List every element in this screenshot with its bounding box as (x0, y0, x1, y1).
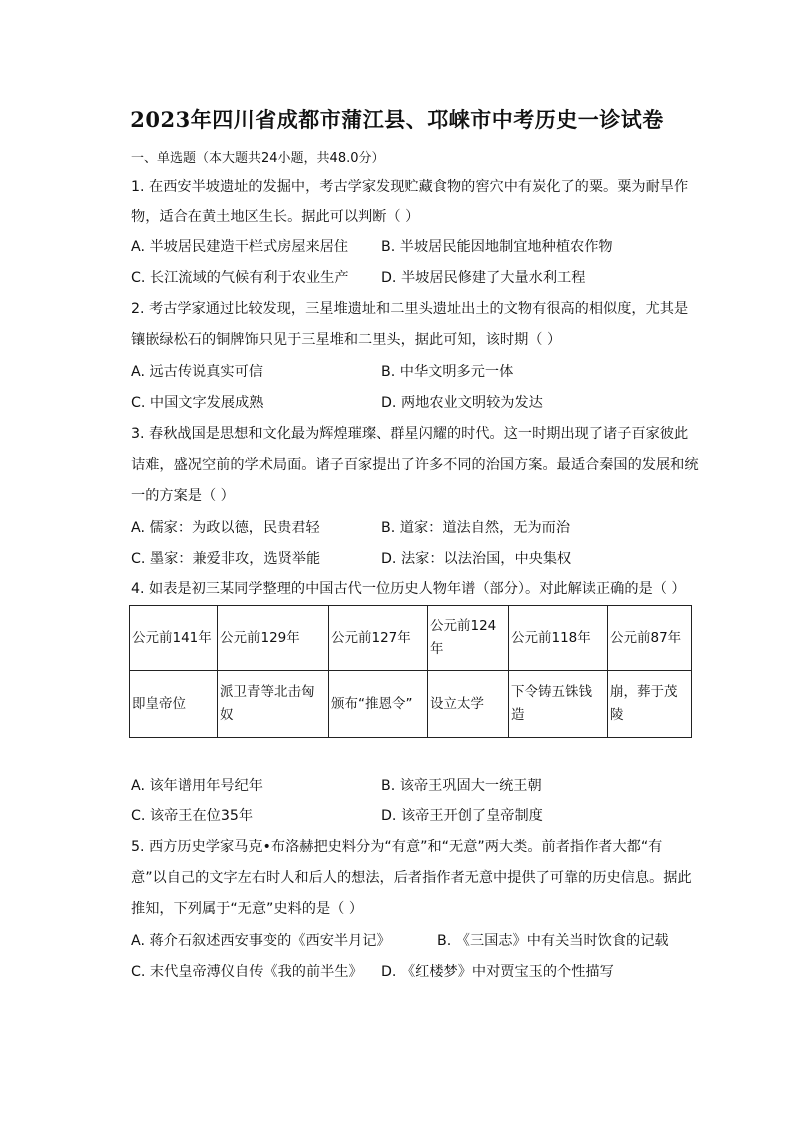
q2-option-d[interactable]: D. 两地农业文明较为发达 (381, 395, 543, 411)
table-cell: 公元前127年 (329, 606, 428, 671)
table-cell: 即皇帝位 (130, 671, 218, 738)
exam-title: 2023年四川省成都市蒲江县、邛崃市中考历史一诊试卷 (130, 107, 664, 132)
q3-option-d[interactable]: D. 法家：以法治国，中央集权 (381, 551, 572, 567)
q2-stem-line1: 2. 考古学家通过比较发现，三星堆遗址和二里头遗址出土的文物有很高的相似度，尤其是 (131, 301, 689, 317)
table-cell: 公元前124年 (428, 606, 509, 671)
q1-option-a[interactable]: A. 半坡居民建造干栏式房屋来居住 (131, 239, 349, 255)
q1-stem-line1: 1. 在西安半坡遗址的发掘中，考古学家发现贮藏食物的窖穴中有炭化了的粟。粟为耐旱作 (131, 179, 689, 195)
q2-stem-line2: 镶嵌绿松石的铜牌饰只见于三星堆和二里头，据此可知，该时期（ ） (131, 332, 562, 348)
section-heading: 一、单选题（本大题共24小题，共48.0分） (131, 151, 385, 166)
q5-option-d[interactable]: D. 《红楼梦》中对贾宝玉的个性描写 (381, 964, 614, 980)
table-row-events (130, 671, 692, 738)
q3-option-b[interactable]: B. 道家：道法自然，无为而治 (381, 520, 571, 536)
q3-stem-line3: 一的方案是（ ） (131, 488, 235, 504)
table-cell: 公元前118年 (509, 606, 608, 671)
table-cell: 公元前87年 (608, 606, 692, 671)
table-cell: 派卫青等北击匈奴 (218, 671, 329, 738)
q5-stem-line3: 推知，下列属于“无意”史料的是（ ） (131, 901, 364, 917)
table-row-years (130, 606, 692, 671)
table-cell: 公元前141年 (130, 606, 218, 671)
table-cell: 设立太学 (428, 671, 509, 738)
q4-option-c[interactable]: C. 该帝王在位35年 (131, 808, 254, 824)
q3-option-a[interactable]: A. 儒家：为政以德，民贵君轻 (131, 520, 320, 536)
q3-stem-line1: 3. 春秋战国是思想和文化最为辉煌璀璨、群星闪耀的时代。这一时期出现了诸子百家彼此 (131, 426, 689, 442)
table-cell: 公元前129年 (218, 606, 329, 671)
q5-stem-line2: 意”以自己的文字左右时人和后人的想法，后者指作者无意中提供了可靠的历史信息。据此 (131, 870, 692, 886)
q2-option-c[interactable]: C. 中国文字发展成熟 (131, 395, 264, 411)
q4-option-d[interactable]: D. 该帝王开创了皇帝制度 (381, 808, 543, 824)
q2-option-b[interactable]: B. 中华文明多元一体 (381, 364, 514, 380)
table-cell: 下令铸五铢钱造 (509, 671, 608, 738)
table-cell: 颁布“推恩令” (329, 671, 428, 738)
q1-option-d[interactable]: D. 半坡居民修建了大量水利工程 (381, 270, 586, 286)
q3-stem-line2: 诘难，盛况空前的学术局面。诸子百家提出了许多不同的治国方案。最适合秦国的发展和统 (131, 457, 699, 473)
q1-option-c[interactable]: C. 长江流域的气候有利于农业生产 (131, 270, 349, 286)
q4-stem-line1: 4. 如表是初三某同学整理的中国古代一位历史人物年谱（部分）。对此解读正确的是（ ） (131, 581, 686, 597)
q1-option-b[interactable]: B. 半坡居民能因地制宜地种植农作物 (381, 239, 613, 255)
table-cell: 崩，葬于茂陵 (608, 671, 692, 738)
q4-option-a[interactable]: A. 该年谱用年号纪年 (131, 778, 263, 794)
q5-stem-line1: 5. 西方历史学家马克•布洛赫把史料分为“有意”和“无意”两大类。前者指作者大都“有 (131, 839, 663, 855)
q4-option-b[interactable]: B. 该帝王巩固大一统王朝 (381, 778, 542, 794)
q1-stem-line2: 物，适合在黄土地区生长。据此可以判断（ ） (131, 209, 420, 225)
chronology-table (129, 605, 692, 738)
q2-option-a[interactable]: A. 远古传说真实可信 (131, 364, 263, 380)
q5-option-b[interactable]: B. 《三国志》中有关当时饮食的记载 (437, 933, 669, 949)
q5-option-c[interactable]: C. 末代皇帝溥仪自传《我的前半生》 (131, 964, 363, 980)
q3-option-c[interactable]: C. 墨家：兼爱非攻，选贤举能 (131, 551, 321, 567)
q5-option-a[interactable]: A. 蒋介石叙述西安事变的《西安半月记》 (131, 933, 391, 949)
